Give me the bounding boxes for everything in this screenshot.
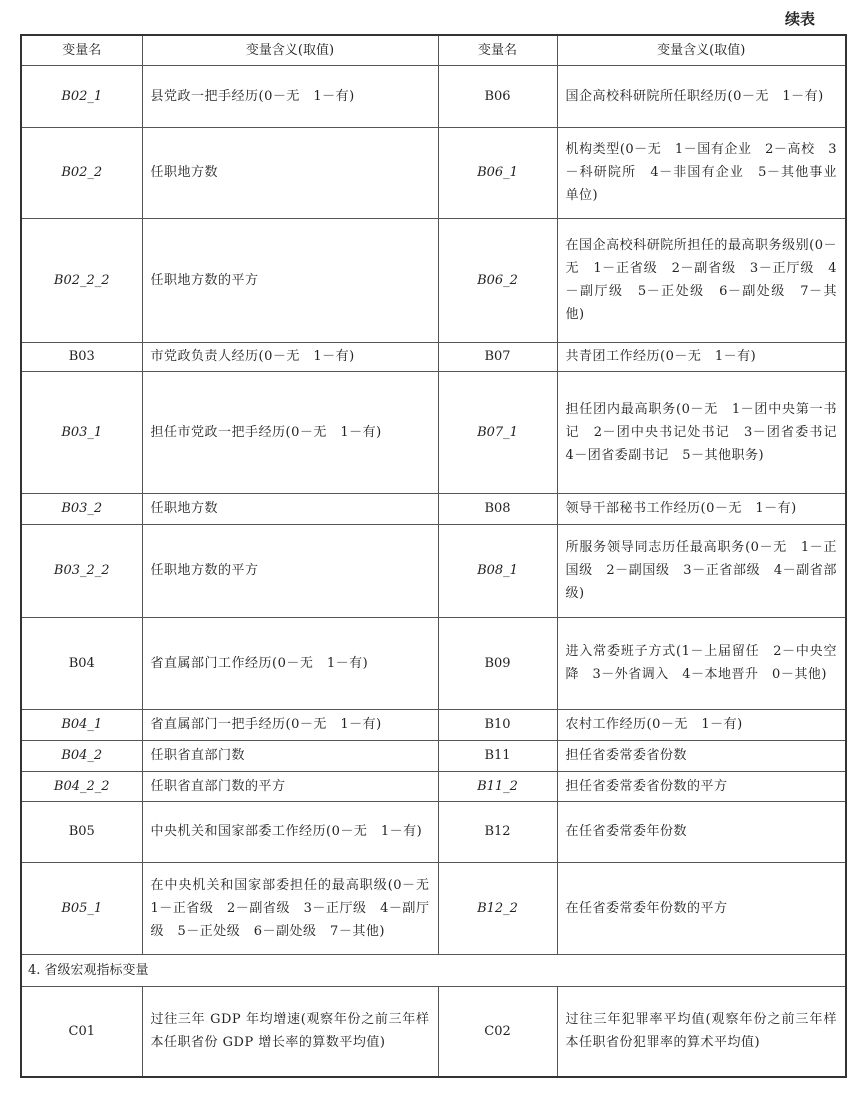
variable-name-cell: B03 (21, 342, 142, 371)
variable-meaning-cell: 担任市党政一把手经历(0－无 1－有) (142, 371, 438, 493)
variable-name-cell: B04 (21, 617, 142, 709)
variable-name-cell: B05_1 (21, 862, 142, 954)
table-row (21, 524, 846, 617)
table-row (21, 740, 846, 771)
variable-meaning-cell: 农村工作经历(0－无 1－有) (557, 709, 846, 740)
variable-name-cell: B03_2_2 (21, 524, 142, 617)
variable-meaning-cell: 领导干部秘书工作经历(0－无 1－有) (557, 493, 846, 524)
variable-meaning-cell: 过往三年犯罪率平均值(观察年份之前三年样本任职省份犯罪率的算术平均值) (557, 986, 846, 1077)
variable-name-cell: B02_1 (21, 65, 142, 127)
table-row (21, 218, 846, 342)
variable-name-cell: B06_2 (438, 218, 557, 342)
section-heading: 4. 省级宏观指标变量 (21, 954, 846, 986)
header-variable-name: 变量名 (21, 35, 142, 65)
table-row (21, 771, 846, 801)
table-row (21, 709, 846, 740)
variable-meaning-cell: 进入常委班子方式(1－上届留任 2－中央空降 3－外省调入 4－本地晋升 0－其他) (557, 617, 846, 709)
variable-name-cell: B11 (438, 740, 557, 771)
variable-name-cell: B11_2 (438, 771, 557, 801)
table-row (21, 493, 846, 524)
variable-name-cell: B05 (21, 801, 142, 862)
table-row (21, 986, 846, 1077)
variable-name-cell: B03_1 (21, 371, 142, 493)
variable-meaning-cell: 担任省委常委省份数的平方 (557, 771, 846, 801)
variable-name-cell: B08_1 (438, 524, 557, 617)
variable-name-cell: B04_1 (21, 709, 142, 740)
table-row (21, 342, 846, 371)
variable-name-cell: B06_1 (438, 127, 557, 218)
header-variable-name: 变量名 (438, 35, 557, 65)
variable-name-cell: B09 (438, 617, 557, 709)
variable-meaning-cell: 任职地方数 (142, 493, 438, 524)
variable-name-cell: B08 (438, 493, 557, 524)
section-row (21, 954, 846, 986)
variable-name-cell: B04_2 (21, 740, 142, 771)
variable-name-cell: B07_1 (438, 371, 557, 493)
variable-meaning-cell: 在任省委常委年份数 (557, 801, 846, 862)
table-row (21, 371, 846, 493)
variable-meaning-cell: 担任省委常委省份数 (557, 740, 846, 771)
variable-name-cell: B10 (438, 709, 557, 740)
variable-meaning-cell: 在中央机关和国家部委担任的最高职级(0－无 1－正省级 2－副省级 3－正厅级 4－副厅级 5－正处级 6－副处级 7－其他) (142, 862, 438, 954)
header-variable-meaning: 变量含义(取值) (557, 35, 846, 65)
variable-meaning-cell: 省直属部门工作经历(0－无 1－有) (142, 617, 438, 709)
variable-meaning-cell: 任职省直部门数的平方 (142, 771, 438, 801)
variable-meaning-cell: 任职地方数 (142, 127, 438, 218)
table-caption: 续表 (784, 10, 815, 28)
variable-meaning-cell: 省直属部门一把手经历(0－无 1－有) (142, 709, 438, 740)
variable-meaning-cell: 担任团内最高职务(0－无 1－团中央第一书记 2－团中央书记处书记 3－团省委书记 4－团省委副书记 5－其他职务) (557, 371, 846, 493)
table-row (21, 617, 846, 709)
header-variable-meaning: 变量含义(取值) (142, 35, 438, 65)
table-row (21, 801, 846, 862)
variable-meaning-cell: 市党政负责人经历(0－无 1－有) (142, 342, 438, 371)
variable-name-cell: B03_2 (21, 493, 142, 524)
variable-name-cell: B07 (438, 342, 557, 371)
variable-name-cell: B04_2_2 (21, 771, 142, 801)
table-row (21, 65, 846, 127)
variable-meaning-cell: 在国企高校科研院所担任的最高职务级别(0－无 1－正省级 2－副省级 3－正厅级 4－副厅级 5－正处级 6－副处级 7－其他) (557, 218, 846, 342)
variable-meaning-cell: 国企高校科研院所任职经历(0－无 1－有) (557, 65, 846, 127)
variable-meaning-cell: 共青团工作经历(0－无 1－有) (557, 342, 846, 371)
variable-name-cell: B12_2 (438, 862, 557, 954)
variable-meaning-cell: 任职地方数的平方 (142, 218, 438, 342)
variable-meaning-cell: 在任省委常委年份数的平方 (557, 862, 846, 954)
variable-meaning-cell: 任职地方数的平方 (142, 524, 438, 617)
table-row (21, 127, 846, 218)
variable-name-cell: B06 (438, 65, 557, 127)
variable-name-cell: B02_2_2 (21, 218, 142, 342)
variable-name-cell: C02 (438, 986, 557, 1077)
variable-table (20, 34, 851, 1078)
table-row (21, 862, 846, 954)
variable-meaning-cell: 任职省直部门数 (142, 740, 438, 771)
variable-meaning-cell: 机构类型(0－无 1－国有企业 2－高校 3－科研院所 4－非国有企业 5－其他事业单位) (557, 127, 846, 218)
variable-meaning-cell: 所服务领导同志历任最高职务(0－无 1－正国级 2－副国级 3－正省部级 4－副省部级) (557, 524, 846, 617)
variable-meaning-cell: 中央机关和国家部委工作经历(0－无 1－有) (142, 801, 438, 862)
variable-name-cell: B12 (438, 801, 557, 862)
variable-name-cell: B02_2 (21, 127, 142, 218)
variable-name-cell: C01 (21, 986, 142, 1077)
variable-meaning-cell: 过往三年 GDP 年均增速(观察年份之前三年样本任职省份 GDP 增长率的算数平均值) (142, 986, 438, 1077)
table-header-row (21, 35, 846, 65)
variable-meaning-cell: 县党政一把手经历(0－无 1－有) (142, 65, 438, 127)
